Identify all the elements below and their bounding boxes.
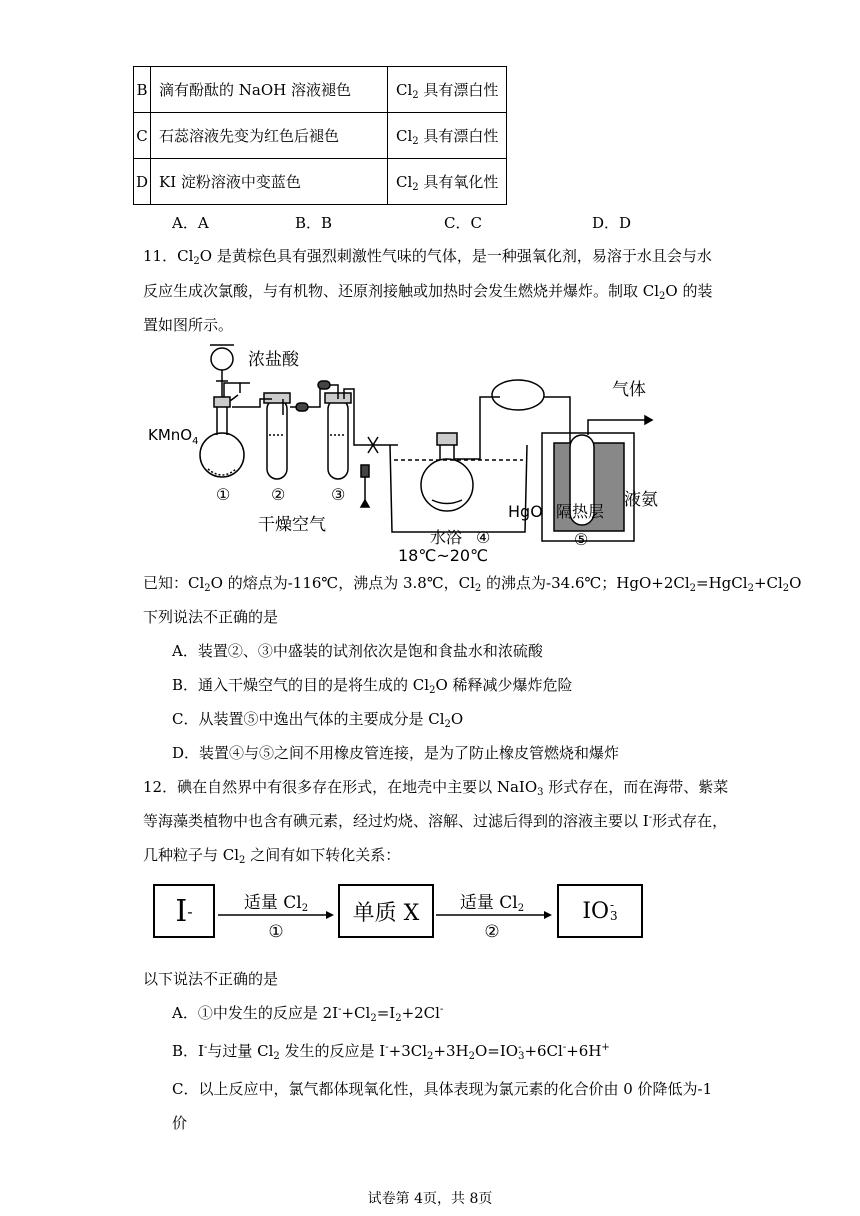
row-letter: D: [134, 159, 151, 205]
row-letter: B: [134, 67, 151, 113]
arrow1-label: 适量 $Cl_2$: [243, 893, 309, 914]
choice-a[interactable]: A．A: [172, 214, 209, 232]
q12-prompt: 以下说法不正确的是: [143, 970, 279, 988]
label-kmno4: KMnO$_4$: [148, 426, 199, 447]
label-water-bath: 水浴: [430, 528, 463, 547]
q11-known: 已知：$Cl_2O$ 的熔点为-116℃，沸点为 3.8℃，$Cl_2$ 的沸点为-34.6℃；$HgO+2Cl_2=HgCl_2+Cl_2O$: [143, 574, 802, 594]
label-insulation: 隔热层: [556, 502, 605, 521]
arrow2-label: 适量 $Cl_2$: [459, 893, 525, 914]
row-conclusion: $Cl_2$ 具有漂白性: [388, 113, 507, 159]
label-n2: ②: [271, 485, 286, 504]
q12-stem-line3: 几种粒子与 $Cl_2$ 之间有如下转化关系：: [143, 846, 401, 866]
q12-stem-line2: 等海藻类植物中也含有碘元素，经过灼烧、溶解、过滤后得到的溶液主要以 I-形式存在，: [143, 812, 728, 830]
q12-option-b[interactable]: B．I-与过量 $Cl_2$ 发生的反应是 $I^-+3Cl_2+3H_2O=IO$ - 3 +6Cl-+6H+: [172, 1042, 610, 1062]
row-description: KI 淀粉溶液中变蓝色: [151, 159, 388, 205]
q12-option-a[interactable]: A．①中发生的反应是 $2I^-+Cl_2=I_2+2Cl^-$: [172, 1004, 444, 1024]
label-n1: ①: [216, 485, 231, 504]
label-n5: ⑤: [574, 530, 589, 549]
q11-option-c[interactable]: C．从装置⑤中逸出气体的主要成分是 $Cl_2O$: [172, 710, 464, 730]
label-hgo: HgO: [508, 502, 543, 521]
arrow1: [218, 910, 336, 920]
page-footer: 试卷第 4页，共 8页: [367, 1191, 493, 1207]
label-gas: 气体: [612, 380, 646, 400]
q11-stem-line2: 反应生成次氯酸，与有机物、还原剂接触或加热时会发生燃烧并爆炸。制取 $Cl_2O$ 的装: [143, 282, 713, 302]
choice-c[interactable]: C．C: [444, 214, 482, 232]
row-description: 滴有酚酞的 NaOH 溶液褪色: [151, 67, 388, 113]
q12-option-c-line1[interactable]: C．以上反应中，氯气都体现氧化性，具体表现为氯元素的化合价由 0 价降低为-1: [172, 1080, 713, 1098]
table-row: [134, 67, 507, 113]
q12-stem-line1: 12．碘在自然界中有很多存在形式，在地壳中主要以 NaIO$_3$ 形式存在，而在海带、紫菜: [143, 778, 729, 798]
label-n4: ④: [476, 528, 491, 547]
label-temp: 18℃~20℃: [398, 546, 489, 565]
label-n3: ③: [331, 485, 346, 504]
q11-option-d[interactable]: D．装置④与⑤之间不用橡皮管连接，是为了防止橡皮管燃烧和爆炸: [172, 744, 620, 762]
label-acid: 浓盐酸: [248, 350, 299, 370]
q11-stem-line3: 置如图所示。: [143, 316, 234, 334]
row-conclusion: $Cl_2$ 具有氧化性: [388, 159, 507, 205]
table-row: [134, 113, 507, 159]
options-table: [133, 66, 507, 205]
row-conclusion: $Cl_2$ 具有漂白性: [388, 67, 507, 113]
q11-prompt: 下列说法不正确的是: [143, 608, 279, 626]
row-description: 石蕊溶液先变为红色后褪色: [151, 113, 388, 159]
row-letter: C: [134, 113, 151, 159]
flow-box-iodate: IO - 3: [557, 884, 643, 938]
label-dry-air: 干燥空气: [258, 515, 326, 535]
q11-stem-line1: 11．$Cl_2O$ 是黄棕色具有强烈刺激性气味的气体，是一种强氧化剂，易溶于水且会与水: [143, 247, 712, 267]
apparatus-diagram: [140, 335, 670, 565]
q11-option-b[interactable]: B．通入干燥空气的目的是将生成的 $Cl_2O$ 稀释减少爆炸危险: [172, 676, 573, 696]
arrow2-number: ②: [484, 922, 500, 942]
arrow2: [436, 910, 554, 920]
choice-b[interactable]: B．B: [295, 214, 333, 232]
flow-box-iodide: I -: [153, 884, 215, 938]
q11-option-a[interactable]: A．装置②、③中盛装的试剂依次是饱和食盐水和浓硫酸: [172, 642, 543, 660]
table-row: [134, 159, 507, 205]
label-liquid-nh3: 液氨: [624, 490, 658, 510]
arrow1-number: ①: [268, 922, 284, 942]
flow-box-element-x: 单质 X: [338, 884, 434, 938]
choice-d[interactable]: D．D: [592, 214, 632, 232]
q12-option-c-line2: 价: [172, 1114, 188, 1132]
